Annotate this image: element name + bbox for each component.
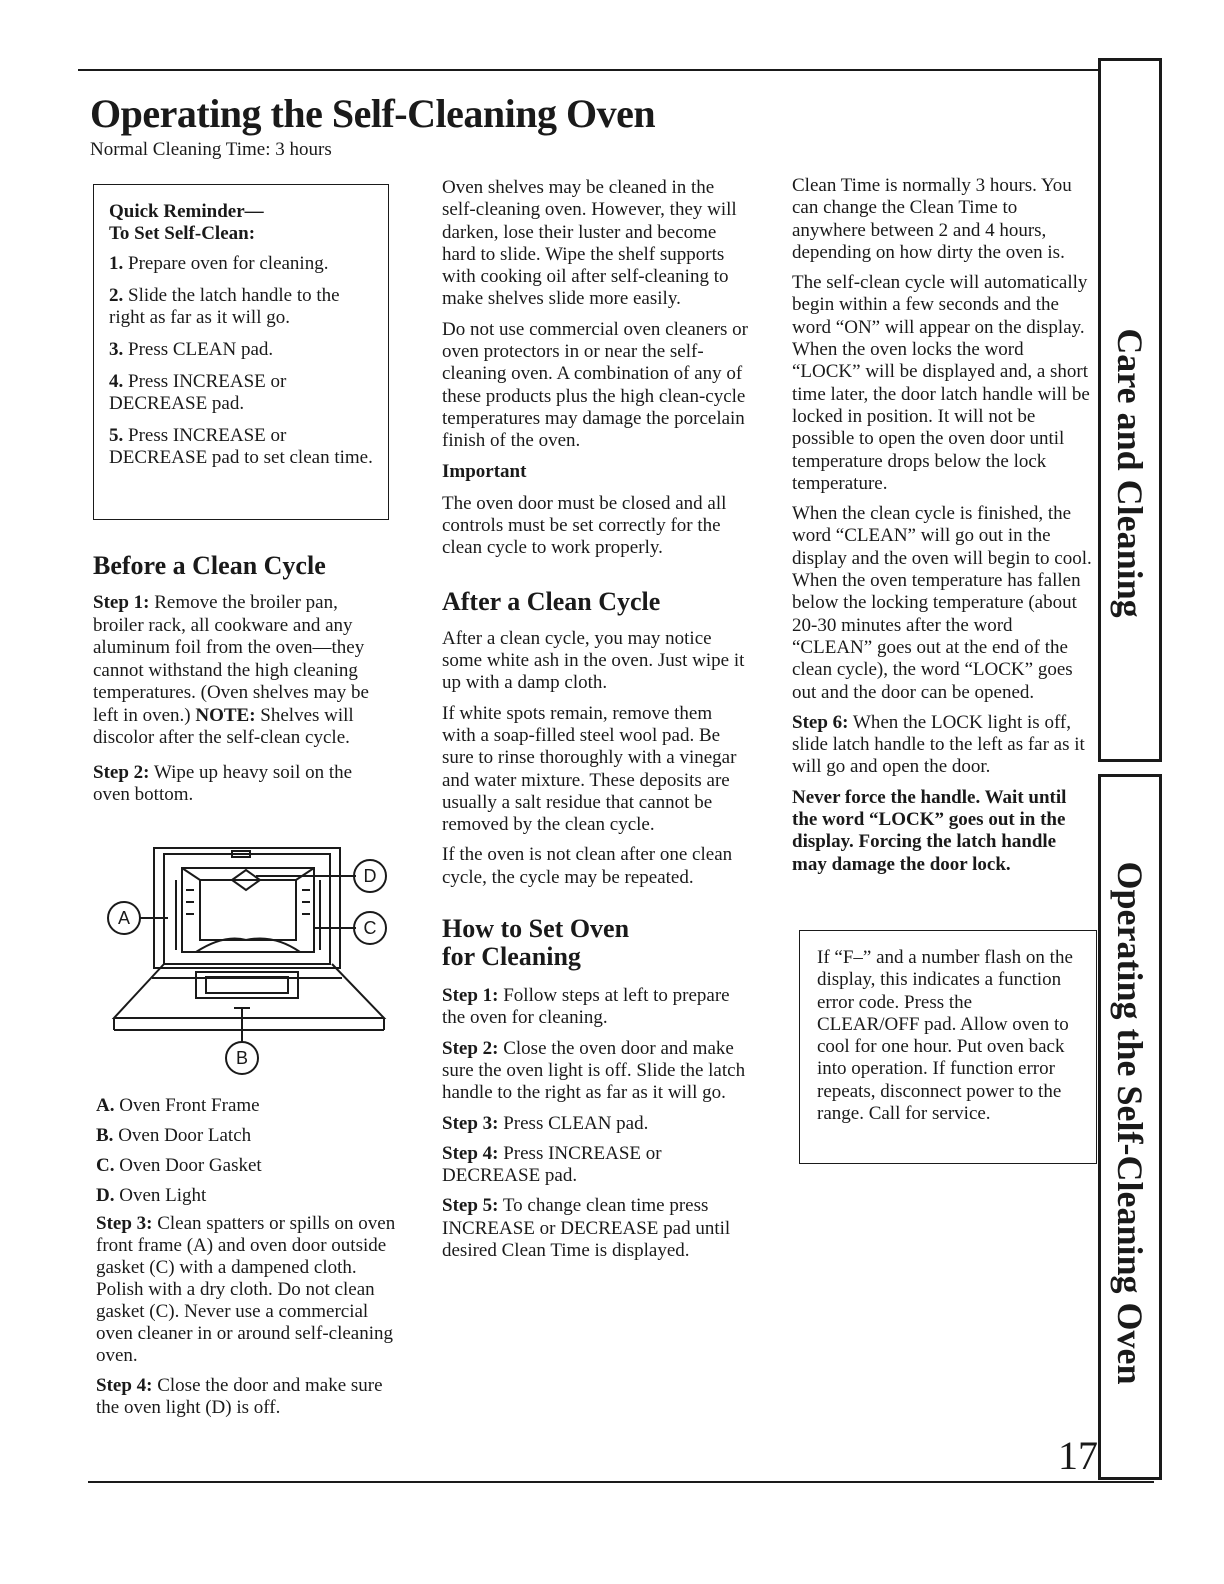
before-step-4: Step 4: Close the door and make sure the oven light (D) is off. (96, 1375, 383, 1418)
error-code-text: If “F–” and a number flash on the display, this indicates a function error code. Press the CLEAR/OFF pad. Allow oven to cool for one hour. Put oven back into operation. If function error repeats, disconnect power to the range. Call for service. (817, 947, 1073, 1125)
before-clean-heading: Before a Clean Cycle (93, 551, 326, 580)
reminder-step: 1. Prepare oven for cleaning. (109, 253, 329, 274)
page-title: Operating the Self-Cleaning Oven (90, 91, 656, 136)
legend-item: D. Oven Light (96, 1185, 207, 1206)
error-code-box (799, 930, 1097, 1164)
oven-diagram (104, 840, 404, 1080)
sidebar-tab-operating (1098, 774, 1162, 1480)
after-paragraph-3: If the oven is not clean after one clean cycle, the cycle may be repeated. (442, 844, 733, 888)
reminder-step: 2. Slide the latch handle to the right as far as it will go. (109, 285, 340, 328)
before-step-2: Step 2: Wipe up heavy soil on the oven bottom. (93, 761, 353, 805)
diagram-label-c: C (363, 918, 377, 938)
before-step-1: Step 1: Remove the broiler pan, broiler rack, all cookware and any aluminum foil from the oven—they cannot withstand the high cleaning temperatures. (Oven shelves may be left in oven.) NOTE: Shelves will discolor after the self-clean cycle. (93, 592, 369, 748)
reminder-step: 3. Press CLEAN pad. (109, 339, 274, 360)
reminder-step: 5. Press INCREASE or DECREASE pad to set clean time. (109, 425, 373, 468)
before-step-3: Step 3: Clean spatters or spills on oven front frame (A) and oven door outside gasket (C) with a dampened cloth. Polish with a dry cloth. Do not clean gasket (C). Never use a commercial oven cleaner in or around self-cleaning oven. (96, 1213, 396, 1366)
sidebar-tab-care-cleaning-label: Care and Cleaning (1110, 328, 1150, 618)
after-paragraph-2: If white spots remain, remove them with a soap-filled steel wool pad. Be sure to rinse thoroughly with a vinegar and water mixture. These deposits are usually a salt residue that cannot be removed by the clean cycle. (442, 702, 737, 836)
diagram-label-d: D (363, 866, 377, 886)
shelves-paragraph: Oven shelves may be cleaned in the self-cleaning oven. However, they will darken, lose their luster and become hard to slide. Wipe the shelf supports with cooking oil after self-cleaning to make shelves slide more easily. (442, 177, 737, 310)
important-label: Important (442, 460, 527, 482)
page-number: 17 (1058, 1433, 1098, 1478)
howto-step: Step 1: Follow steps at left to prepare the oven for cleaning. (442, 985, 730, 1029)
quick-reminder-box (93, 184, 389, 520)
diagram-label-b: B (235, 1048, 249, 1068)
sidebar-tab-care-cleaning (1098, 58, 1162, 762)
cycle-finish-paragraph: When the clean cycle is finished, the word “CLEAN” will go out in the display and the oven will begin to cool. When the oven temperature has fallen below the locking temperature (about 20-30 minutes after the word “CLEAN” goes out at the end of the clean cycle), the word “LOCK” goes out and the door can be opened. (792, 503, 1092, 703)
page-subtitle: Normal Cleaning Time: 3 hours (90, 139, 332, 160)
middle-column (442, 177, 750, 1270)
howto-step: Step 5: To change clean time press INCREASE or DECREASE pad until desired Clean Time is displayed. (442, 1195, 731, 1261)
bottom-rule (88, 1481, 1154, 1483)
after-paragraph-1: After a clean cycle, you may notice some white ash in the oven. Just wipe it up with a damp cloth. (442, 627, 745, 694)
sidebar-tab-operating-label: Operating the Self-Cleaning Oven (1110, 861, 1150, 1385)
diagram-legend (96, 1095, 396, 1215)
howto-step: Step 3: Press CLEAN pad. (442, 1112, 649, 1134)
important-text: The oven door must be closed and all controls must be set correctly for the clean cycle to work properly. (442, 492, 727, 559)
howto-step: Step 4: Press INCREASE or DECREASE pad. (442, 1142, 662, 1187)
cleaners-paragraph: Do not use commercial oven cleaners or oven protectors in or near the self-cleaning oven. A combination of any of these products plus the high clean-cycle temperatures may damage the porcelain finish of the oven. (442, 318, 748, 452)
right-column (792, 175, 1092, 884)
howto-step: Step 2: Close the oven door and make sure the oven light is off. Slide the latch handle to the right as far as it will go. (442, 1037, 746, 1104)
before-steps-3-4 (96, 1213, 396, 1427)
diagram-label-a: A (117, 908, 131, 928)
legend-item: A. Oven Front Frame (96, 1095, 260, 1116)
clean-time-paragraph: Clean Time is normally 3 hours. You can change the Clean Time to anywhere between 2 and 4 hours, depending on how dirty the oven is. (792, 175, 1072, 263)
legend-item: C. Oven Door Gasket (96, 1155, 262, 1176)
howto-heading: How to Set Oven for Cleaning (442, 914, 630, 972)
reminder-step: 4. Press INCREASE or DECREASE pad. (109, 371, 287, 414)
warning-text: Never force the handle. Wait until the word “LOCK” goes out in the display. Forcing the latch handle may damage the door lock. (792, 786, 1067, 875)
legend-item: B. Oven Door Latch (96, 1125, 252, 1146)
after-clean-heading: After a Clean Cycle (442, 586, 661, 616)
step-6: Step 6: When the LOCK light is off, slide latch handle to the left as far as it will go and open the door. (792, 711, 1085, 778)
before-clean-section (93, 552, 393, 815)
quick-reminder-title: Quick Reminder— (109, 201, 264, 222)
quick-reminder-subtitle: To Set Self-Clean: (109, 223, 256, 244)
top-rule (78, 69, 1118, 71)
cycle-begin-paragraph: The self-clean cycle will automatically begin within a few seconds and the word “ON” will appear on the display. When the oven locks the word “LOCK” will be displayed and, a short time later, the door latch handle will be locked in position. It will not be possible to open the oven door until temperature drops below the lock temperature. (792, 272, 1090, 494)
